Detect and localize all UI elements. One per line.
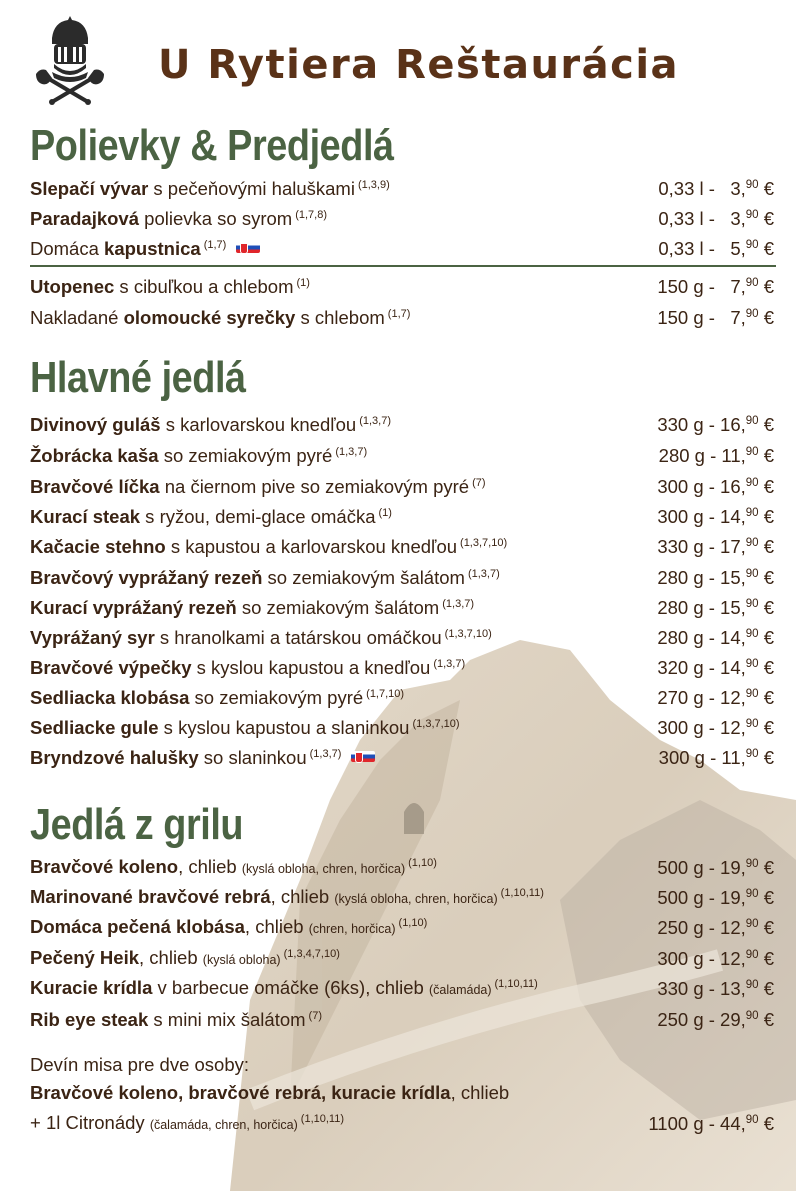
item-name: Kuracie krídla: [30, 977, 153, 998]
item-name: Divinový guláš: [30, 414, 161, 435]
allergens: (1,7): [203, 239, 227, 251]
item-description: so zemiakovým šalátom: [262, 567, 465, 588]
item-description: so zemiakovým pyré: [158, 445, 333, 466]
item-description: so slaninkou: [198, 747, 307, 768]
platter-item: [30, 1107, 774, 1137]
allergens: (1): [378, 507, 392, 519]
menu-item: [30, 681, 774, 711]
item-description: so zemiakovým pyré: [189, 687, 364, 708]
restaurant-header: [30, 12, 770, 108]
menu-item: [30, 911, 774, 941]
item-prefix: Nakladané: [30, 307, 124, 328]
item-price: 300 g - 12,90 €: [657, 717, 774, 738]
slovak-flag-icon: [351, 751, 375, 762]
menu-item: [30, 561, 774, 591]
item-price: 500 g - 19,90 €: [657, 857, 774, 878]
item-name: Kurací steak: [30, 506, 141, 527]
item-name: Bravčové koleno: [30, 856, 179, 877]
item-description: so zemiakovým šalátom: [236, 597, 440, 618]
item-price: 0,33 l - 3,90 €: [658, 178, 774, 199]
item-description: s hranolkami a tatárskou omáčkou: [154, 627, 442, 648]
item-description: s mini mix šalátom: [148, 1009, 306, 1030]
menu-item: [30, 530, 774, 560]
menu-item: [30, 470, 774, 500]
item-description: s kapustou a karlovarskou knedľou: [165, 536, 458, 557]
item-price: 270 g - 12,90 €: [657, 687, 774, 708]
allergens: (1,3,7): [335, 446, 368, 458]
item-description: s cibuľkou a chlebom: [114, 276, 294, 297]
allergens: (1): [296, 277, 310, 289]
allergens: (1,3,7): [359, 415, 392, 427]
allergens: (1,3,7,10): [412, 718, 460, 730]
item-price: 300 g - 12,90 €: [657, 948, 774, 969]
item-description: s kyslou kapustou a slaninkou: [158, 717, 410, 738]
item-price: 300 g - 16,90 €: [657, 476, 774, 497]
item-name: Vyprážaný syr: [30, 627, 155, 648]
item-description: s pečeňovými haluškami: [148, 178, 355, 199]
allergens: (1,7): [387, 308, 411, 320]
allergens: (1,3,7,10): [460, 537, 508, 549]
platter-drink: + 1l Citronády: [30, 1112, 150, 1133]
menu-item: [30, 500, 774, 530]
item-name: Žobrácka kaša: [30, 445, 159, 466]
item-description: polievka so syrom: [139, 208, 293, 229]
item-name: Domáca pečená klobása: [30, 916, 245, 937]
item-sides: (čalamáda): [428, 983, 492, 997]
item-name: Sedliacka klobása: [30, 687, 190, 708]
item-description: s kyslou kapustou a knedľou: [191, 657, 431, 678]
menu-item: [30, 172, 774, 202]
allergens: (7): [308, 1010, 322, 1022]
menu-item: [30, 621, 774, 651]
item-name: Rib eye steak: [30, 1009, 149, 1030]
item-name: Slepačí vývar: [30, 178, 149, 199]
item-name: Bravčové líčka: [30, 476, 160, 497]
item-price: 150 g - 7,90 €: [657, 307, 774, 328]
item-name: Pečený Heik: [30, 947, 140, 968]
slovak-flag-icon: [236, 242, 260, 253]
item-price: 330 g - 16,90 €: [657, 414, 774, 435]
section-title-soups-starters: Polievky & Predjedlá: [30, 121, 394, 170]
menu-item: [30, 270, 774, 300]
item-description: na čiernom pive so zemiakovým pyré: [159, 476, 470, 497]
item-description: v barbecue omáčke (6ks), chlieb: [152, 977, 429, 998]
allergens: (1,10,11): [494, 978, 538, 990]
item-sides: (čalamáda, chren, horčica): [149, 1118, 298, 1132]
allergens: (1,3,7): [309, 748, 342, 760]
item-name: olomoucké syrečky: [123, 307, 296, 328]
allergens: (1,3,4,7,10): [283, 948, 340, 960]
item-name: Utopenec: [30, 276, 115, 297]
menu-item: [30, 439, 774, 469]
allergens: (1,7,10): [366, 688, 405, 700]
item-price: 330 g - 13,90 €: [657, 978, 774, 999]
item-price: 1100 g - 44,90 €: [648, 1113, 774, 1134]
platter-contents: Bravčové koleno, bravčové rebrá, kuracie krídla, chlieb: [30, 1082, 510, 1103]
section-title-grill-dishes: Jedlá z grilu: [30, 800, 244, 849]
item-sides: (kyslá obloha, chren, horčica): [334, 892, 498, 906]
platter-intro: Devín misa pre dve osoby:: [30, 1054, 250, 1075]
item-sides: (kyslá obloha): [202, 953, 281, 967]
item-price: 330 g - 17,90 €: [657, 536, 774, 557]
menu-item: [30, 881, 774, 911]
allergens: (1,3,7): [467, 568, 500, 580]
item-price: 280 g - 15,90 €: [657, 597, 774, 618]
item-description: , chlieb: [244, 916, 309, 937]
item-name: kapustnica: [104, 238, 201, 259]
item-name: Paradajková: [30, 208, 140, 229]
menu-item: [30, 741, 774, 771]
menu-item: [30, 942, 774, 972]
menu-item: [30, 232, 774, 262]
item-sides: (chren, horčica): [308, 922, 396, 936]
item-price: 250 g - 12,90 €: [657, 917, 774, 938]
menu-item: [30, 591, 774, 621]
knight-helmet-crossed-axes-icon: [34, 14, 106, 106]
item-name: Bryndzové halušky: [30, 747, 199, 768]
item-description: , chlieb: [139, 947, 203, 968]
section-title-main-dishes: Hlavné jedlá: [30, 353, 246, 402]
allergens: (1,10,11): [300, 1113, 345, 1125]
allergens: (1,10): [408, 857, 437, 869]
item-name: Sedliacke gule: [30, 717, 159, 738]
item-price: 280 g - 14,90 €: [657, 627, 774, 648]
allergens: (1,3,7): [442, 598, 475, 610]
allergens: (1,10): [398, 917, 428, 929]
item-description: , chlieb: [178, 856, 242, 877]
menu-item: [30, 1003, 774, 1033]
item-price: 300 g - 11,90 €: [658, 747, 774, 768]
allergens: (1,3,7): [433, 658, 466, 670]
item-price: 300 g - 14,90 €: [657, 506, 774, 527]
item-name: Marinované bravčové rebrá: [30, 886, 271, 907]
item-name: Kačacie stehno: [30, 536, 166, 557]
item-price: 500 g - 19,90 €: [657, 887, 774, 908]
menu-item: [30, 851, 774, 881]
item-price: 320 g - 14,90 €: [657, 657, 774, 678]
item-description: s karlovarskou knedľou: [160, 414, 357, 435]
item-name: Kurací vyprážaný rezeň: [30, 597, 237, 618]
allergens: (1,10,11): [500, 887, 544, 899]
menu-item: [30, 711, 774, 741]
allergens: (1,7,8): [295, 209, 328, 221]
menu-item: [30, 972, 774, 1002]
item-price: 0,33 l - 3,90 €: [658, 208, 774, 229]
allergens: (1,3,7,10): [444, 628, 492, 640]
item-prefix: Domáca: [30, 238, 105, 259]
item-description: , chlieb: [270, 886, 335, 907]
allergens: (7): [472, 477, 486, 489]
platter-items: Bravčové koleno, bravčové rebrá, kuracie krídla: [30, 1082, 451, 1103]
item-name: Bravčový vyprážaný rezeň: [30, 567, 263, 588]
menu-item: [30, 651, 774, 681]
item-description: s ryžou, demi-glace omáčka: [140, 506, 376, 527]
item-price: 280 g - 11,90 €: [658, 445, 774, 466]
item-price: 280 g - 15,90 €: [657, 567, 774, 588]
item-price: 150 g - 7,90 €: [657, 276, 774, 297]
allergens: (1,3,9): [357, 179, 390, 191]
item-price: 0,33 l - 5,90 €: [658, 238, 774, 259]
item-name: Bravčové výpečky: [30, 657, 192, 678]
menu-item: [30, 202, 774, 232]
restaurant-title: U Rytiera Reštaurácia: [158, 42, 680, 88]
section-divider: [30, 265, 776, 267]
item-description: s chlebom: [295, 307, 385, 328]
menu-item: [30, 301, 774, 331]
item-sides: (kyslá obloha, chren, horčica): [241, 862, 406, 876]
item-price: 250 g - 29,90 €: [657, 1009, 774, 1030]
menu-item: [30, 408, 774, 438]
